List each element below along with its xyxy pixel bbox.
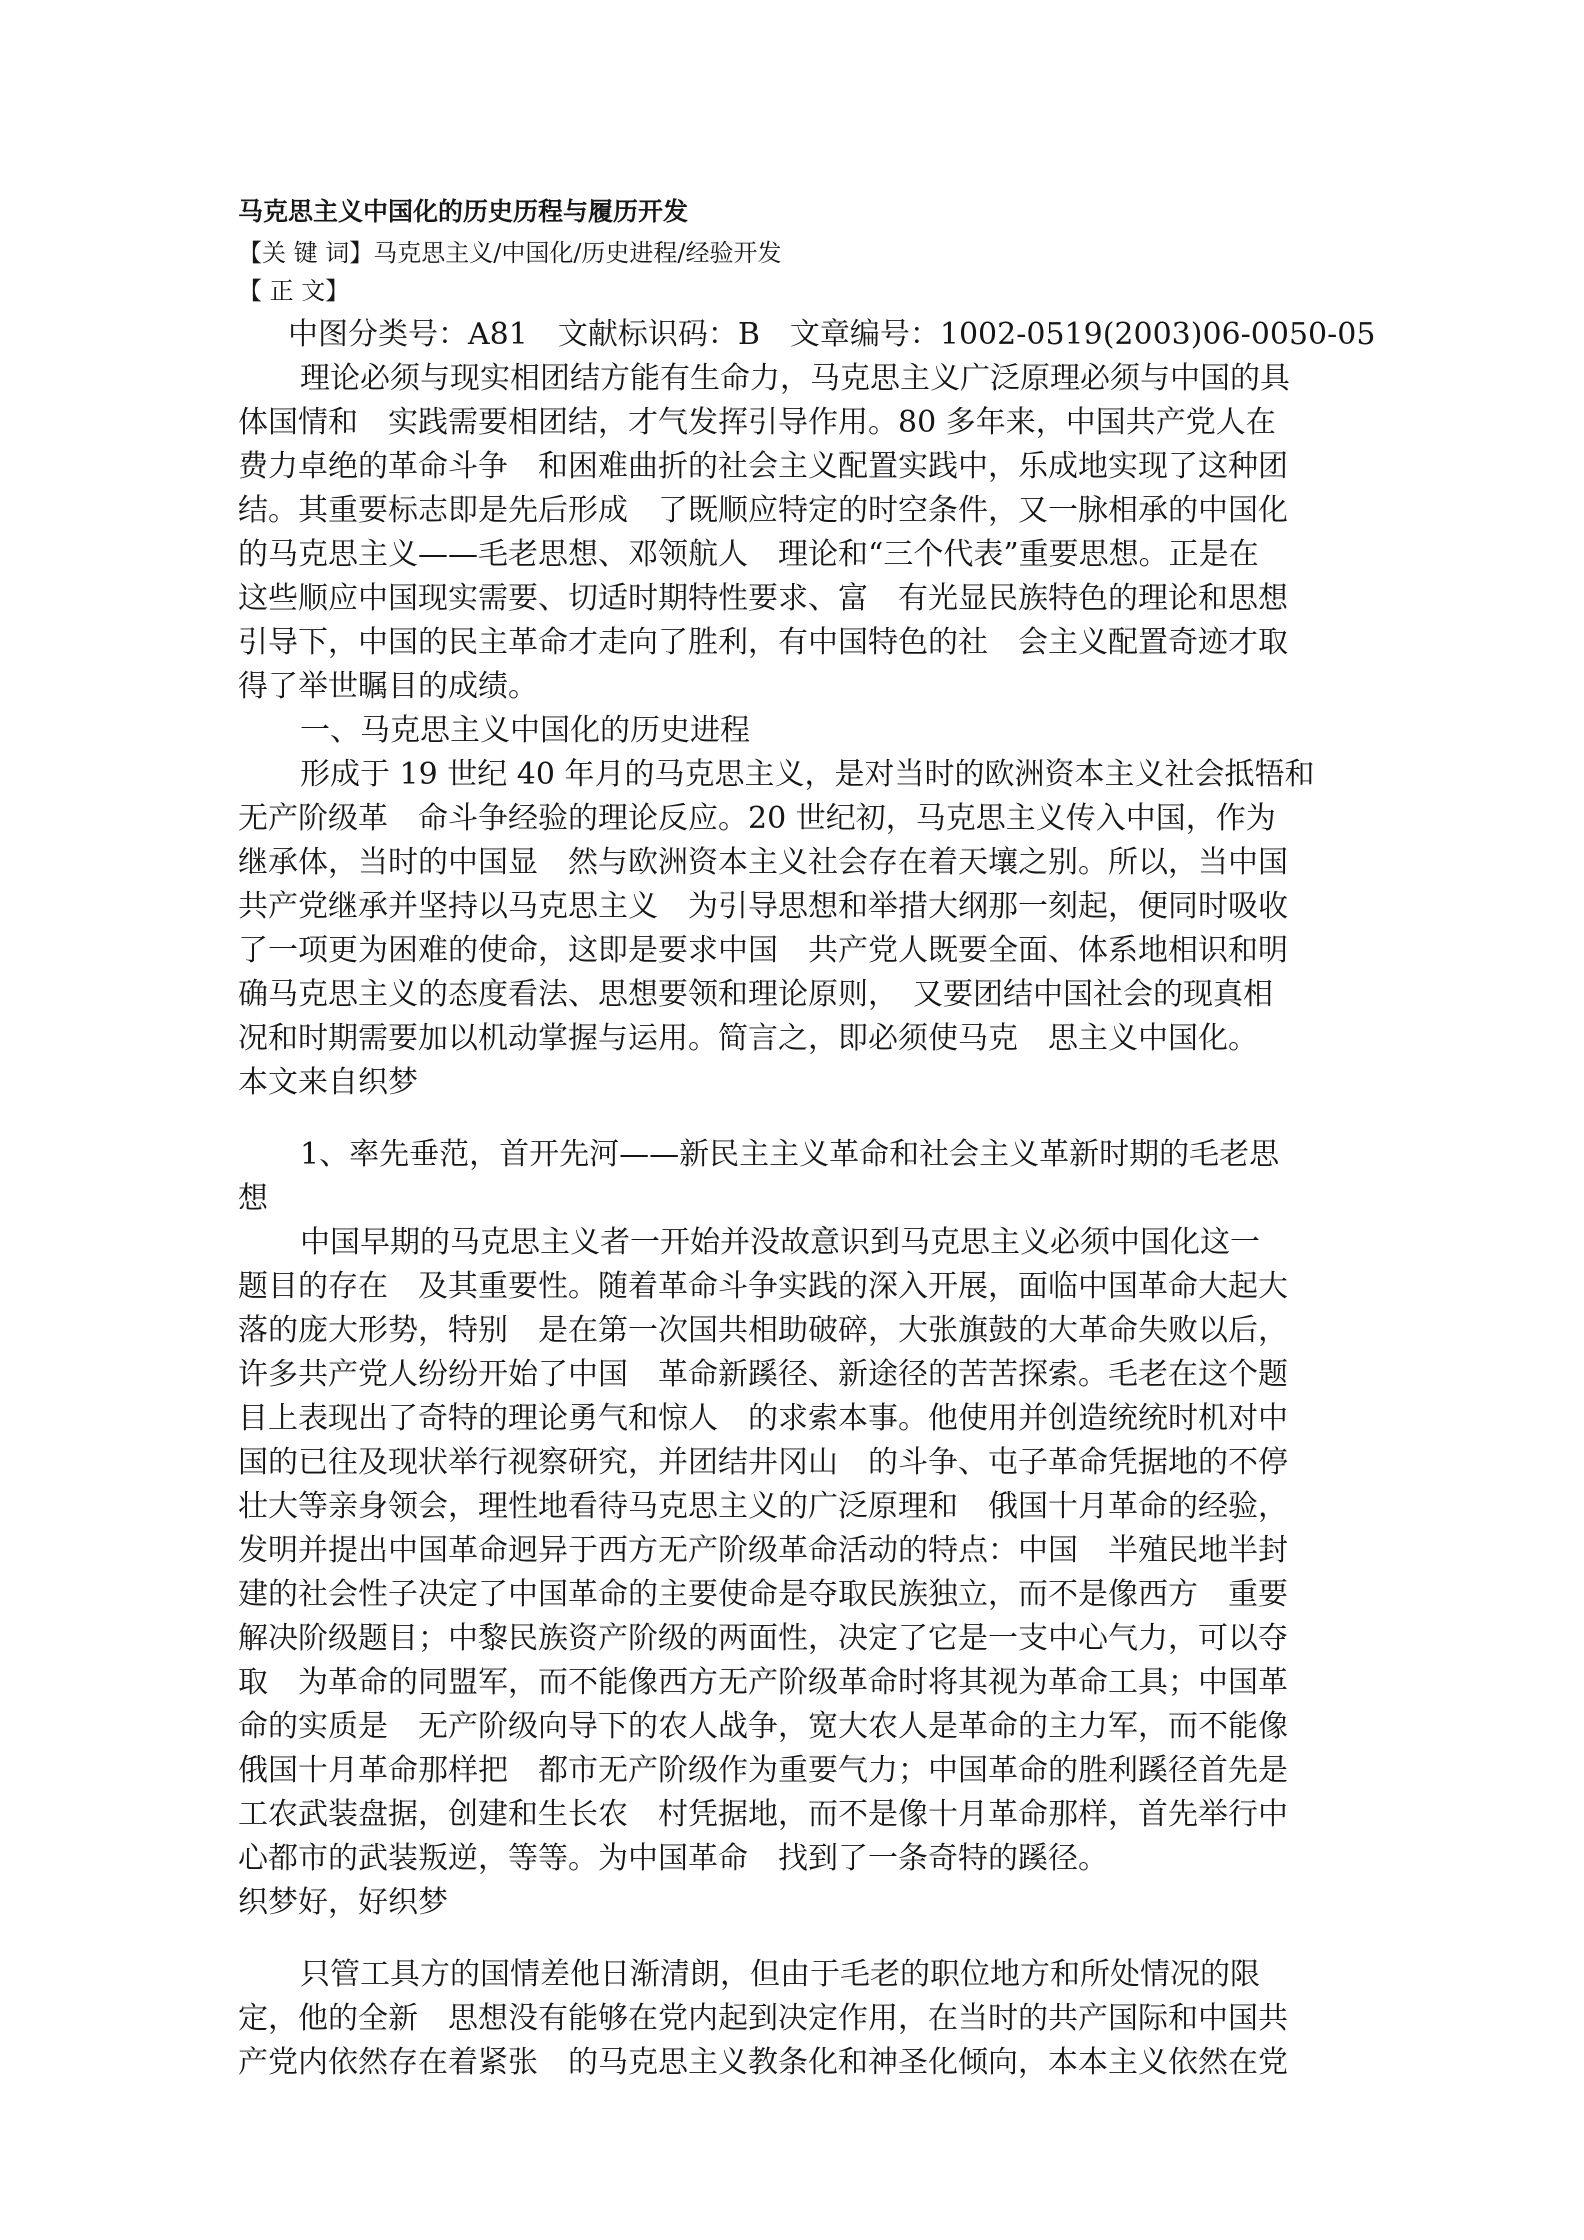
subsection1-line: 解决阶级题目；中黎民族资产阶级的两面性，决定了它是一支中心气力，可以夺	[238, 1621, 1288, 1656]
keywords-line: 【关 键 词】马克思主义/中国化/历史进程/经验开发	[238, 239, 782, 267]
intro-line: 得了举世瞩目的成绩。	[238, 669, 538, 704]
section1-line: 无产阶级革 命斗争经验的理论反应。20 世纪初，马克思主义传入中国，作为	[238, 801, 1276, 836]
source-note: 本文来自织梦	[238, 1065, 418, 1100]
subsection1-line: 发明并提出中国革命迥异于西方无产阶级革命活动的特点：中国 半殖民地半封	[238, 1533, 1288, 1568]
section1-line: 继承体，当时的中国显 然与欧洲资本主义社会存在着天壤之别。所以，当中国	[238, 845, 1288, 880]
intro-line: 引导下，中国的民主革命才走向了胜利，有中国特色的社 会主义配置奇迹才取	[238, 625, 1288, 660]
subsection-heading: 想	[238, 1181, 268, 1216]
intro-line: 结。其重要标志即是先后形成 了既顺应特定的时空条件，又一脉相承的中国化	[238, 493, 1288, 528]
subsection1-line: 落的庞大形势，特别 是在第一次国共相助破碎，大张旗鼓的大革命失败以后，	[238, 1313, 1288, 1348]
subsection1-line: 俄国十月革命那样把 都市无产阶级作为重要气力；中国革命的胜利蹊径首先是	[238, 1753, 1288, 1788]
intro-line: 体国情和 实践需要相团结，才气发挥引导作用。80 多年来，中国共产党人在	[238, 405, 1276, 440]
paragraph4-line: 产党内依然存在着紧张 的马克思主义教条化和神圣化倾向，本本主义依然在党	[238, 2045, 1288, 2080]
section1-line: 共产党继承并坚持以马克思主义 为引导思想和举措大纲那一刻起，便同时吸收	[238, 889, 1288, 924]
subsection1-line: 取 为革命的同盟军，而不能像西方无产阶级革命时将其视为革命工具；中国革	[238, 1665, 1288, 1700]
subsection1-line: 目上表现出了奇特的理论勇气和惊人 的求索本事。他使用并创造统统时机对中	[238, 1401, 1288, 1436]
section1-line: 况和时期需要加以机动掌握与运用。简言之，即必须使马克 思主义中国化。	[238, 1021, 1258, 1056]
section1-line: 确马克思主义的态度看法、思想要领和理论原则， 又要团结中国社会的现真相	[238, 977, 1273, 1012]
subsection1-line: 建的社会性子决定了中国革命的主要使命是夺取民族独立，而不是像西方 重要	[238, 1577, 1288, 1612]
section1-line: 形成于 19 世纪 40 年月的马克思主义，是对当时的欧洲资本主义社会抵牾和	[300, 757, 1315, 792]
subsection1-line: 国的已往及现状举行视察研究，并团结井冈山 的斗争、屯子革命凭据地的不停	[238, 1445, 1288, 1480]
paragraph4-line: 只管工具方的国情差他日渐清朗，但由于毛老的职位地方和所处情况的限	[300, 1957, 1260, 1992]
blank-line	[238, 1925, 1348, 1953]
section1-line: 了一项更为困难的使命，这即是要求中国 共产党人既要全面、体系地相识和明	[238, 933, 1288, 968]
blank-line	[238, 1105, 1348, 1133]
intro-line: 理论必须与现实相团结方能有生命力，马克思主义广泛原理必须与中国的具	[300, 361, 1290, 396]
article-title: 马克思主义中国化的历史历程与履历开发	[238, 197, 689, 226]
subsection1-line: 中国早期的马克思主义者一开始并没故意识到马克思主义必须中国化这一	[300, 1225, 1260, 1260]
subsection1-line: 心都市的武装叛逆，等等。为中国革命 找到了一条奇特的蹊径。	[238, 1841, 1108, 1876]
document-body	[238, 0, 1376, 2240]
subsection1-line: 壮大等亲身领会，理性地看待马克思主义的广泛原理和 俄国十月革命的经验，	[238, 1489, 1288, 1524]
source-note: 织梦好，好织梦	[238, 1885, 448, 1920]
body-label: 【 正 文】	[238, 277, 350, 305]
intro-line: 的马克思主义——毛老思想、邓领航人 理论和“三个代表”重要思想。正是在	[238, 537, 1259, 572]
section-heading: 一、马克思主义中国化的历史进程	[300, 713, 750, 748]
article-text	[238, 313, 1376, 2085]
classification-line: 中图分类号：A81 文献标识码：B 文章编号：1002-0519(2003)06-0050-05	[288, 317, 1376, 352]
subsection1-line: 工农武装盘据，创建和生长农 村凭据地，而不是像十月革命那样，首先举行中	[238, 1797, 1288, 1832]
paragraph4-line: 定，他的全新 思想没有能够在党内起到决定作用，在当时的共产国际和中国共	[238, 2001, 1288, 2036]
intro-line: 费力卓绝的革命斗争 和困难曲折的社会主义配置实践中，乐成地实现了这种团	[238, 449, 1288, 484]
intro-line: 这些顺应中国现实需要、切适时期特性要求、富 有光显民族特色的理论和思想	[238, 581, 1288, 616]
subsection-heading: 1、率先垂范，首开先河——新民主主义革命和社会主义革新时期的毛老思	[300, 1137, 1280, 1172]
subsection1-line: 命的实质是 无产阶级向导下的农人战争，宽大农人是革命的主力军，而不能像	[238, 1709, 1288, 1744]
subsection1-line: 题目的存在 及其重要性。随着革命斗争实践的深入开展，面临中国革命大起大	[238, 1269, 1288, 1304]
subsection1-line: 许多共产党人纷纷开始了中国 革命新蹊径、新途径的苦苦探索。毛老在这个题	[238, 1357, 1288, 1392]
